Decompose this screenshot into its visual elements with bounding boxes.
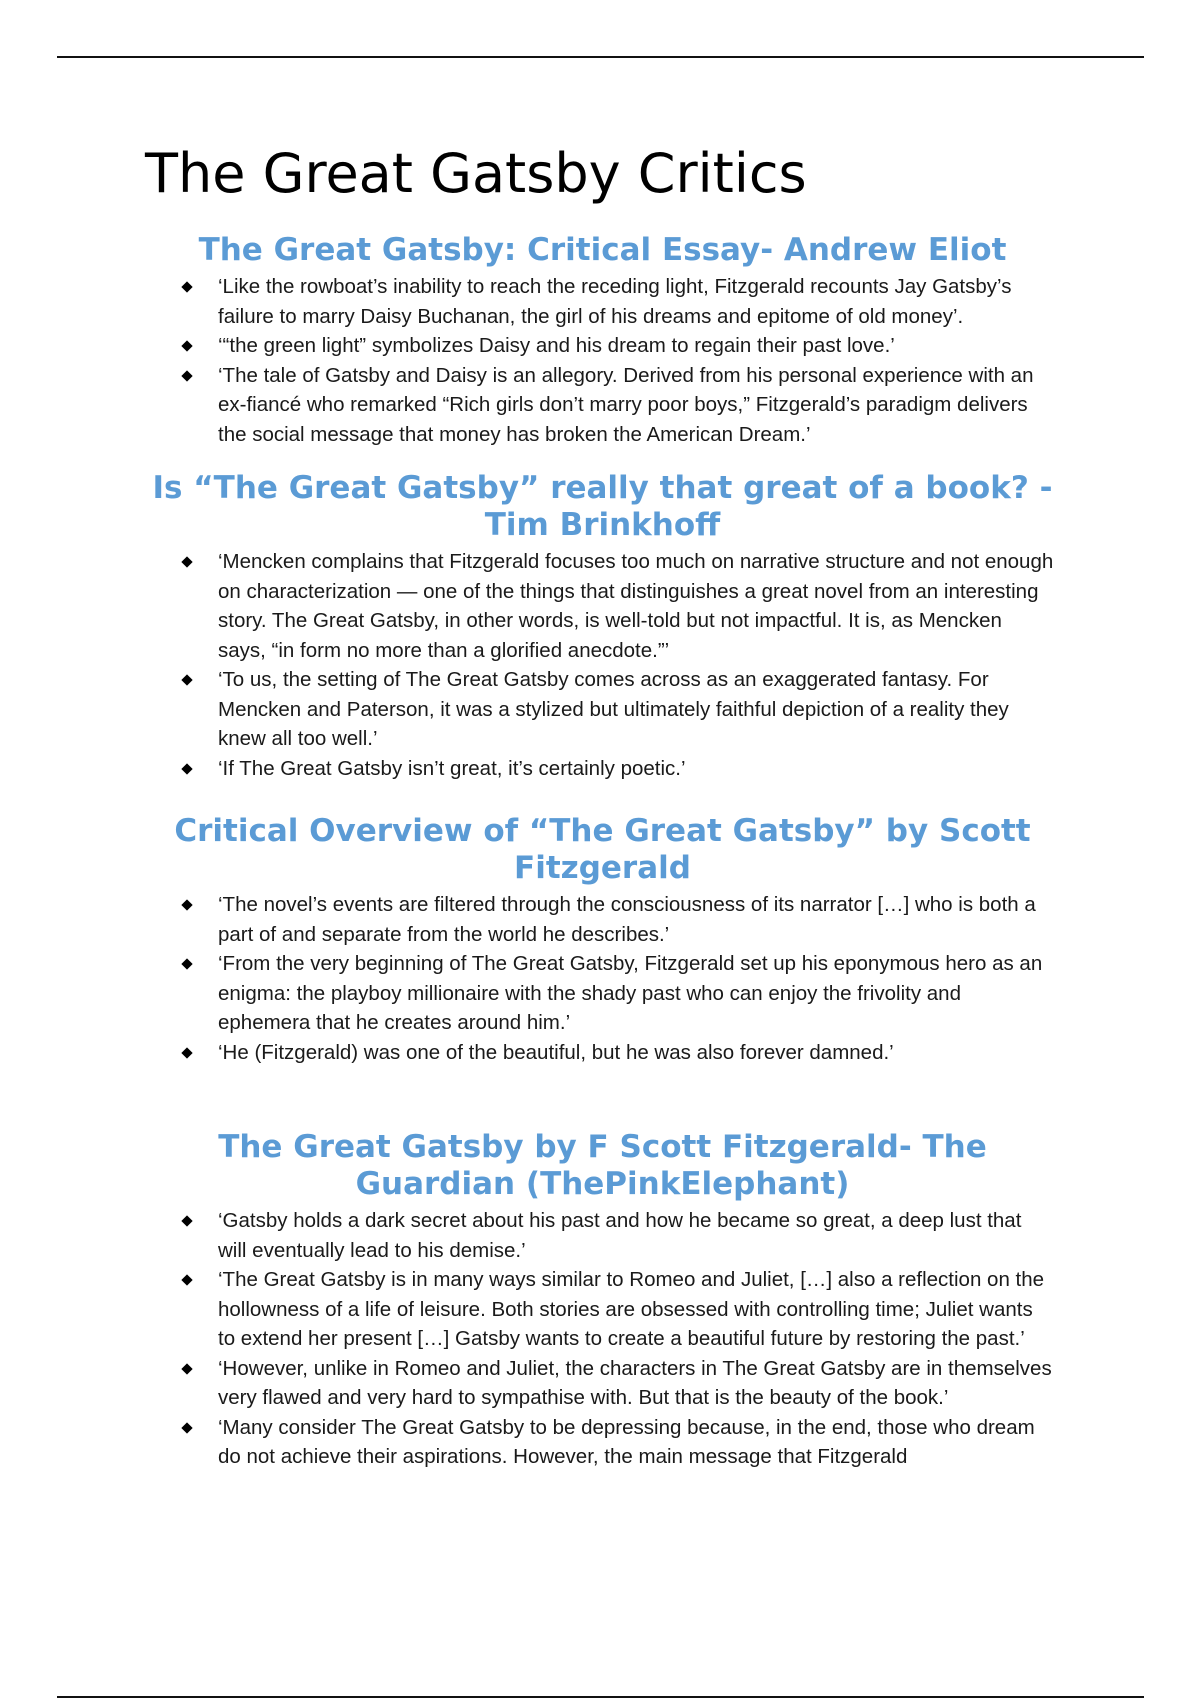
quote-item: [150, 665, 1055, 754]
quote-text: ‘Like the rowboat’s inability to reach the receding light, Fitzgerald recounts Jay Gatsby’s failure to marry Daisy Buchanan, the girl of his dreams and epitome of old money’.: [218, 275, 1012, 328]
diamond-bullet-icon: [181, 1047, 192, 1058]
quote-text: ‘The Great Gatsby is in many ways similar to Romeo and Juliet, […] also a reflection on the hollowness of a life of leisure. Both stories are obsessed with controlling time; Juliet wants to extend her present […] Gatsby wants to create a beautiful future by restoring the past.’: [218, 1268, 1045, 1350]
critic-section-brinkhoff: [150, 470, 1055, 783]
diamond-bullet-icon: [181, 370, 192, 381]
diamond-bullet-icon: [181, 1274, 192, 1285]
quote-text: ‘The novel’s events are filtered through the consciousness of its narrator […] who is both a part of and separate from the world he describes.’: [218, 893, 1036, 946]
header-rule: [57, 56, 1144, 58]
quote-text: ‘If The Great Gatsby isn’t great, it’s certainly poetic.’: [218, 756, 686, 780]
quote-text: ‘Many consider The Great Gatsby to be depressing because, in the end, those who dream do not achieve their aspirations. However, the main message that Fitzgerald: [218, 1415, 1035, 1468]
quote-list: [150, 890, 1055, 1067]
quote-text: ‘“the green light” symbolizes Daisy and his dream to regain their past love.’: [218, 334, 895, 357]
section-heading: The Great Gatsby: Critical Essay- Andrew Eliot: [198, 232, 1007, 268]
quote-list: [150, 1206, 1055, 1472]
quote-item: [150, 331, 1055, 361]
quote-text: ‘He (Fitzgerald) was one of the beautiful, but he was also forever damned.’: [218, 1040, 894, 1064]
quote-item: [150, 1265, 1055, 1354]
critic-section-eliot: [150, 232, 1055, 449]
footer-rule: [57, 1696, 1144, 1698]
diamond-bullet-icon: [181, 763, 192, 774]
quote-item: [150, 361, 1055, 450]
critic-section-guardian: [150, 1129, 1055, 1472]
diamond-bullet-icon: [181, 556, 192, 567]
quote-item: [150, 1038, 1055, 1068]
quote-item: [150, 754, 1055, 784]
quote-list: [150, 547, 1055, 783]
section-heading: Is “The Great Gatsby” really that great of a book? - Tim Brinkhoff: [152, 470, 1053, 543]
diamond-bullet-icon: [181, 1363, 192, 1374]
quote-text: ‘To us, the setting of The Great Gatsby comes across as an exaggerated fantasy. For Mencken and Paterson, it was a stylized but ultimately faithful depiction of a reality they knew all too well.’: [218, 668, 1009, 750]
diamond-bullet-icon: [181, 674, 192, 685]
quote-list: [150, 272, 1055, 449]
diamond-bullet-icon: [181, 1215, 192, 1226]
diamond-bullet-icon: [181, 281, 192, 292]
document-body: [150, 232, 1055, 1472]
quote-text: ‘The tale of Gatsby and Daisy is an allegory. Derived from his personal experience with an ex-fiancé who remarked “Rich girls don’t marry poor boys,” Fitzgerald’s paradigm delivers the social message that money has broken the American Dream.’: [218, 363, 1034, 446]
diamond-bullet-icon: [181, 899, 192, 910]
section-heading: The Great Gatsby by F Scott Fitzgerald- The Guardian (ThePinkElephant): [218, 1129, 987, 1202]
critic-section-overview: [150, 813, 1055, 1067]
quote-item: [150, 1354, 1055, 1413]
quote-item: [150, 1206, 1055, 1265]
section-heading: Critical Overview of “The Great Gatsby” by Scott Fitzgerald: [174, 813, 1031, 886]
diamond-bullet-icon: [181, 1422, 192, 1433]
quote-item: [150, 890, 1055, 949]
diamond-bullet-icon: [181, 958, 192, 969]
quote-item: [150, 949, 1055, 1038]
diamond-bullet-icon: [181, 340, 192, 351]
quote-text: ‘However, unlike in Romeo and Juliet, the characters in The Great Gatsby are in themselves very flawed and very hard to sympathise with. But that is the beauty of the book.’: [218, 1356, 1052, 1409]
quote-text: ‘Gatsby holds a dark secret about his past and how he became so great, a deep lust that will eventually lead to his demise.’: [218, 1209, 1022, 1262]
quote-item: [150, 547, 1055, 665]
quote-text: ‘Mencken complains that Fitzgerald focuses too much on narrative structure and not enough on characterization — one of the things that distinguishes a great novel from an interesting story. The Great Gatsby, in other words, is well-told but not impactful. It is, as Mencken says, “in form no more than a glorified anecdote.”’: [218, 550, 1054, 662]
quote-item: [150, 272, 1055, 331]
quote-text: ‘From the very beginning of The Great Gatsby, Fitzgerald set up his eponymous hero as an enigma: the playboy millionaire with the shady past who can enjoy the frivolity and ephemera that he creates around him.’: [218, 952, 1043, 1034]
page-title: The Great Gatsby Critics: [145, 142, 807, 205]
quote-item: [150, 1413, 1055, 1472]
